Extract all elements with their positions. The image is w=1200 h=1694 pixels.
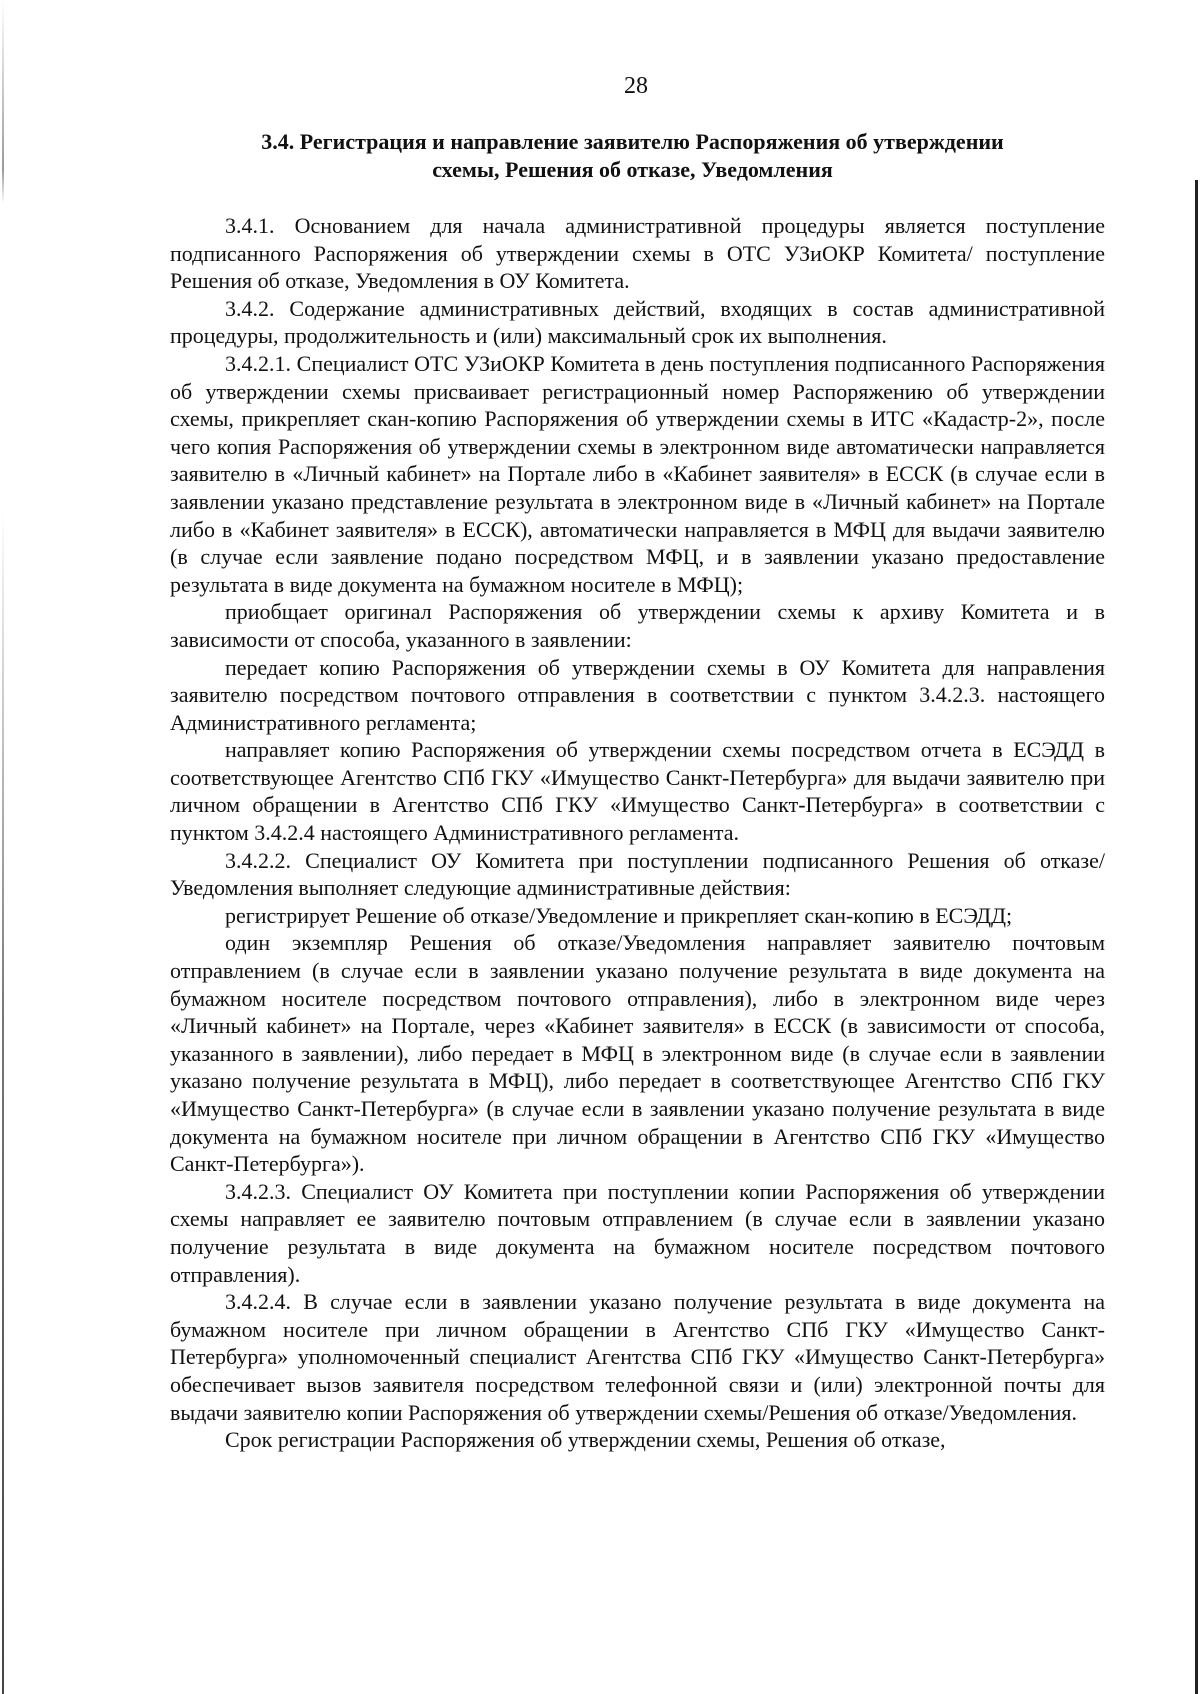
section-heading xyxy=(170,128,1095,184)
scan-edge-left xyxy=(2,0,4,1694)
paragraph-3-4-2: 3.4.2. Содержание административных действий, входящих в состав административной процедуры, продолжительность и (или) максимальный срок их выполнения. xyxy=(170,295,1105,349)
paragraph-3-4-2-2: 3.4.2.2. Специалист ОУ Комитета при поступлении подписанного Решения об отказе/ Уведомления выполняет следующие административные действия: xyxy=(170,847,1105,901)
paragraph-3-4-2-4: 3.4.2.4. В случае если в заявлении указано получение результата в виде документа на бумажном носителе при личном обращении в Агентство СПб ГКУ «Имущество Санкт-Петербурга» уполномоченный специалист Агентства СПб ГКУ «Имущество Санкт-Петербурга» обеспечивает вызов заявителя посредством телефонной связи и (или) электронной почты для выдачи заявителю копии Распоряжения об утверждении схемы/Решения об отказе/Уведомления. xyxy=(170,1289,1105,1425)
paragraph-register: регистрирует Решение об отказе/Уведомление и прикрепляет скан-копию в ЕСЭДД; xyxy=(225,902,1013,928)
paragraph-transfer-copy: передает копию Распоряжения об утверждении схемы в ОУ Комитета для направления заявителю посредством почтового отправления в соответствии с пунктом 3.4.2.3. настоящего Административного регламента; xyxy=(170,654,1105,735)
paragraph-send-copy-esedd: направляет копию Распоряжения об утверждении схемы посредством отчета в ЕСЭДД в соответствующее Агентство СПб ГКУ «Имущество Санкт-Петербурга» для выдачи заявителю при личном обращении в Агентство СПб ГКУ «Имущество Санкт-Петербурга» в соответствии с пунктом 3.4.2.4 настоящего Административного регламента. xyxy=(170,737,1105,846)
paragraph-archive: приобщает оригинал Распоряжения об утверждении схемы к архиву Комитета и в зависимости от способа, указанного в заявлении: xyxy=(170,599,1105,652)
paragraph-registration-term: Срок регистрации Распоряжения об утверждении схемы, Решения об отказе, xyxy=(225,1427,946,1453)
paragraph-3-4-1: 3.4.1. Основанием для начала административной процедуры является поступление подписанного Распоряжения об утверждении схемы в ОТС УЗиОКР Комитета/ поступление Решения об отказе, Уведомления в ОУ Комитета. xyxy=(170,213,1105,294)
paragraph-3-4-2-1: 3.4.2.1. Специалист ОТС УЗиОКР Комитета в день поступления подписанного Распоряжения об утверждении схемы присваивает регистрационный номер Распоряжению об утверждении схемы, прикрепляет скан-копию Распоряжения об утверждении схемы в ИТС «Кадастр-2», после чего копия Распоряжения об утверждении схемы в электронном виде автоматически направляется заявителю в «Личный кабинет» на Портале либо в «Кабинет заявителя» в ЕССК (в случае если в заявлении указано представление результата в электронном виде в «Личный кабинет» на Портале либо в «Кабинет заявителя» в ЕССК), автоматически направляется в МФЦ для выдачи заявителю (в случае если заявление подано посредством МФЦ, и в заявлении указано предоставление результата в виде документа на бумажном носителе в МФЦ); xyxy=(170,350,1105,597)
paragraph-3-4-2-3: 3.4.2.3. Специалист ОУ Комитета при поступлении копии Распоряжения об утверждении схемы направляет ее заявителю почтовым отправлением (в случае если в заявлении указано получение результата в виде документа на бумажном носителе посредством почтового отправления). xyxy=(170,1178,1105,1287)
paragraph-send-copy: один экземпляр Решения об отказе/Уведомления направляет заявителю почтовым отправлением (в случае если в заявлении указано получение результата в виде документа на бумажном носителе посредством почтового отправления), либо в электронном виде через «Личный кабинет» на Портале, через «Кабинет заявителя» в ЕССК (в зависимости от способа, указанного в заявлении), либо передает в МФЦ в электронном виде (в случае если в заявлении указано получение результата в МФЦ), либо передает в соответствующее Агентство СПб ГКУ «Имущество Санкт-Петербурга» (в случае если в заявлении указано получение результата в виде документа на бумажном носителе при личном обращении в Агентство СПб ГКУ «Имущество Санкт-Петербурга»). xyxy=(170,930,1105,1177)
section-heading-line-2: схемы, Решения об отказе, Уведомления xyxy=(432,157,833,182)
page-number: 28 xyxy=(624,73,648,99)
scan-edge-right xyxy=(1195,180,1198,1694)
body-text xyxy=(170,212,1105,1454)
section-heading-line-1: 3.4. Регистрация и направление заявителю Распоряжения об утверждении xyxy=(261,129,1004,154)
